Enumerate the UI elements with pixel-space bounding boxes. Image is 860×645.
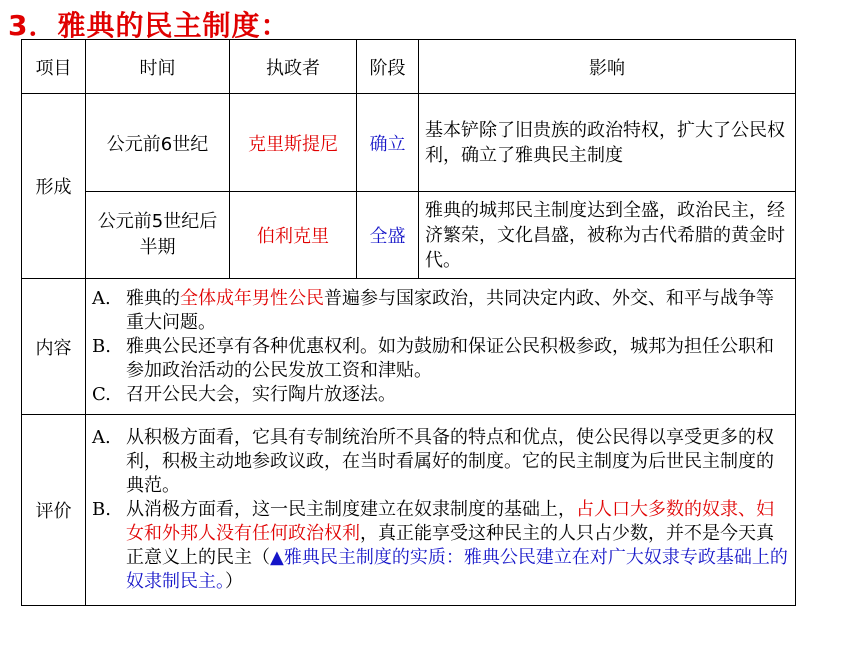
evaluation-row	[22, 415, 796, 606]
item-text: 雅典公民还享有各种优惠权利。如为鼓励和保证公民积极参政，城邦为担任公职和参加政治活动的公民发放工资和津贴。	[126, 335, 774, 381]
content-item-c	[92, 383, 789, 407]
content-item-a	[92, 287, 789, 335]
formation-impact: 雅典的城邦民主制度达到全盛，政治民主，经济繁荣，文化昌盛，被称为古代希腊的黄金时代。	[419, 192, 796, 279]
item-marker: C.	[92, 383, 111, 405]
item-text: 雅典的	[126, 287, 180, 309]
highlight-text: 全体成年男性公民	[180, 287, 324, 309]
item-text: ，真正能享受这种民主的人只占少数，并不是今天真正意义上的民主（	[126, 523, 774, 568]
evaluation-cell	[86, 415, 796, 606]
item-marker: A.	[92, 287, 111, 309]
content-label: 内容	[22, 279, 86, 415]
item-text: 从积极方面看，它具有专制统治所不具备的特点和优点，使公民得以享受更多的权利，积极主动地参政议政，在当时看属好的制度。它的民主制度为后世民主制度的典范。	[126, 427, 774, 496]
formation-ruler: 伯利克里	[230, 192, 357, 279]
header-time: 时间	[86, 40, 230, 94]
item-marker: B.	[92, 335, 111, 357]
democracy-table	[21, 39, 796, 606]
content-row	[22, 279, 796, 415]
section-heading: 3．雅典的民主制度：	[8, 9, 290, 42]
essence-note: ▲雅典民主制度的实质：雅典公民建立在对广大奴隶专政基础上的奴隶制民主。	[126, 547, 788, 592]
header-item: 项目	[22, 40, 86, 94]
formation-row-1	[22, 94, 796, 192]
highlight-text: 占人口大多数的奴隶、妇女和外邦人没有任何政治权利	[126, 499, 774, 544]
evaluation-item-a	[92, 426, 789, 498]
formation-stage: 确立	[357, 94, 419, 192]
item-marker: B.	[92, 499, 111, 520]
item-text: 从消极方面看，这一民主制度建立在奴隶制度的基础上，	[126, 499, 576, 520]
formation-ruler: 克里斯提尼	[230, 94, 357, 192]
formation-stage: 全盛	[357, 192, 419, 279]
formation-row-2	[22, 192, 796, 279]
item-text: 召开公民大会，实行陶片放逐法。	[126, 383, 396, 405]
content-item-b	[92, 335, 789, 383]
formation-time: 公元前5世纪后半期	[86, 192, 230, 279]
header-stage: 阶段	[357, 40, 419, 94]
header-impact: 影响	[419, 40, 796, 94]
header-row	[22, 40, 796, 94]
item-text: ）	[225, 571, 243, 592]
header-ruler: 执政者	[230, 40, 357, 94]
formation-impact: 基本铲除了旧贵族的政治特权，扩大了公民权利，确立了雅典民主制度	[419, 94, 796, 192]
evaluation-label: 评价	[22, 415, 86, 606]
formation-label: 形成	[22, 94, 86, 279]
item-marker: A.	[92, 427, 111, 448]
content-cell	[86, 279, 796, 415]
formation-time: 公元前6世纪	[86, 94, 230, 192]
evaluation-item-b	[92, 498, 789, 594]
item-text: 普遍参与国家政治，共同决定内政、外交、和平与战争等重大问题。	[126, 287, 774, 333]
